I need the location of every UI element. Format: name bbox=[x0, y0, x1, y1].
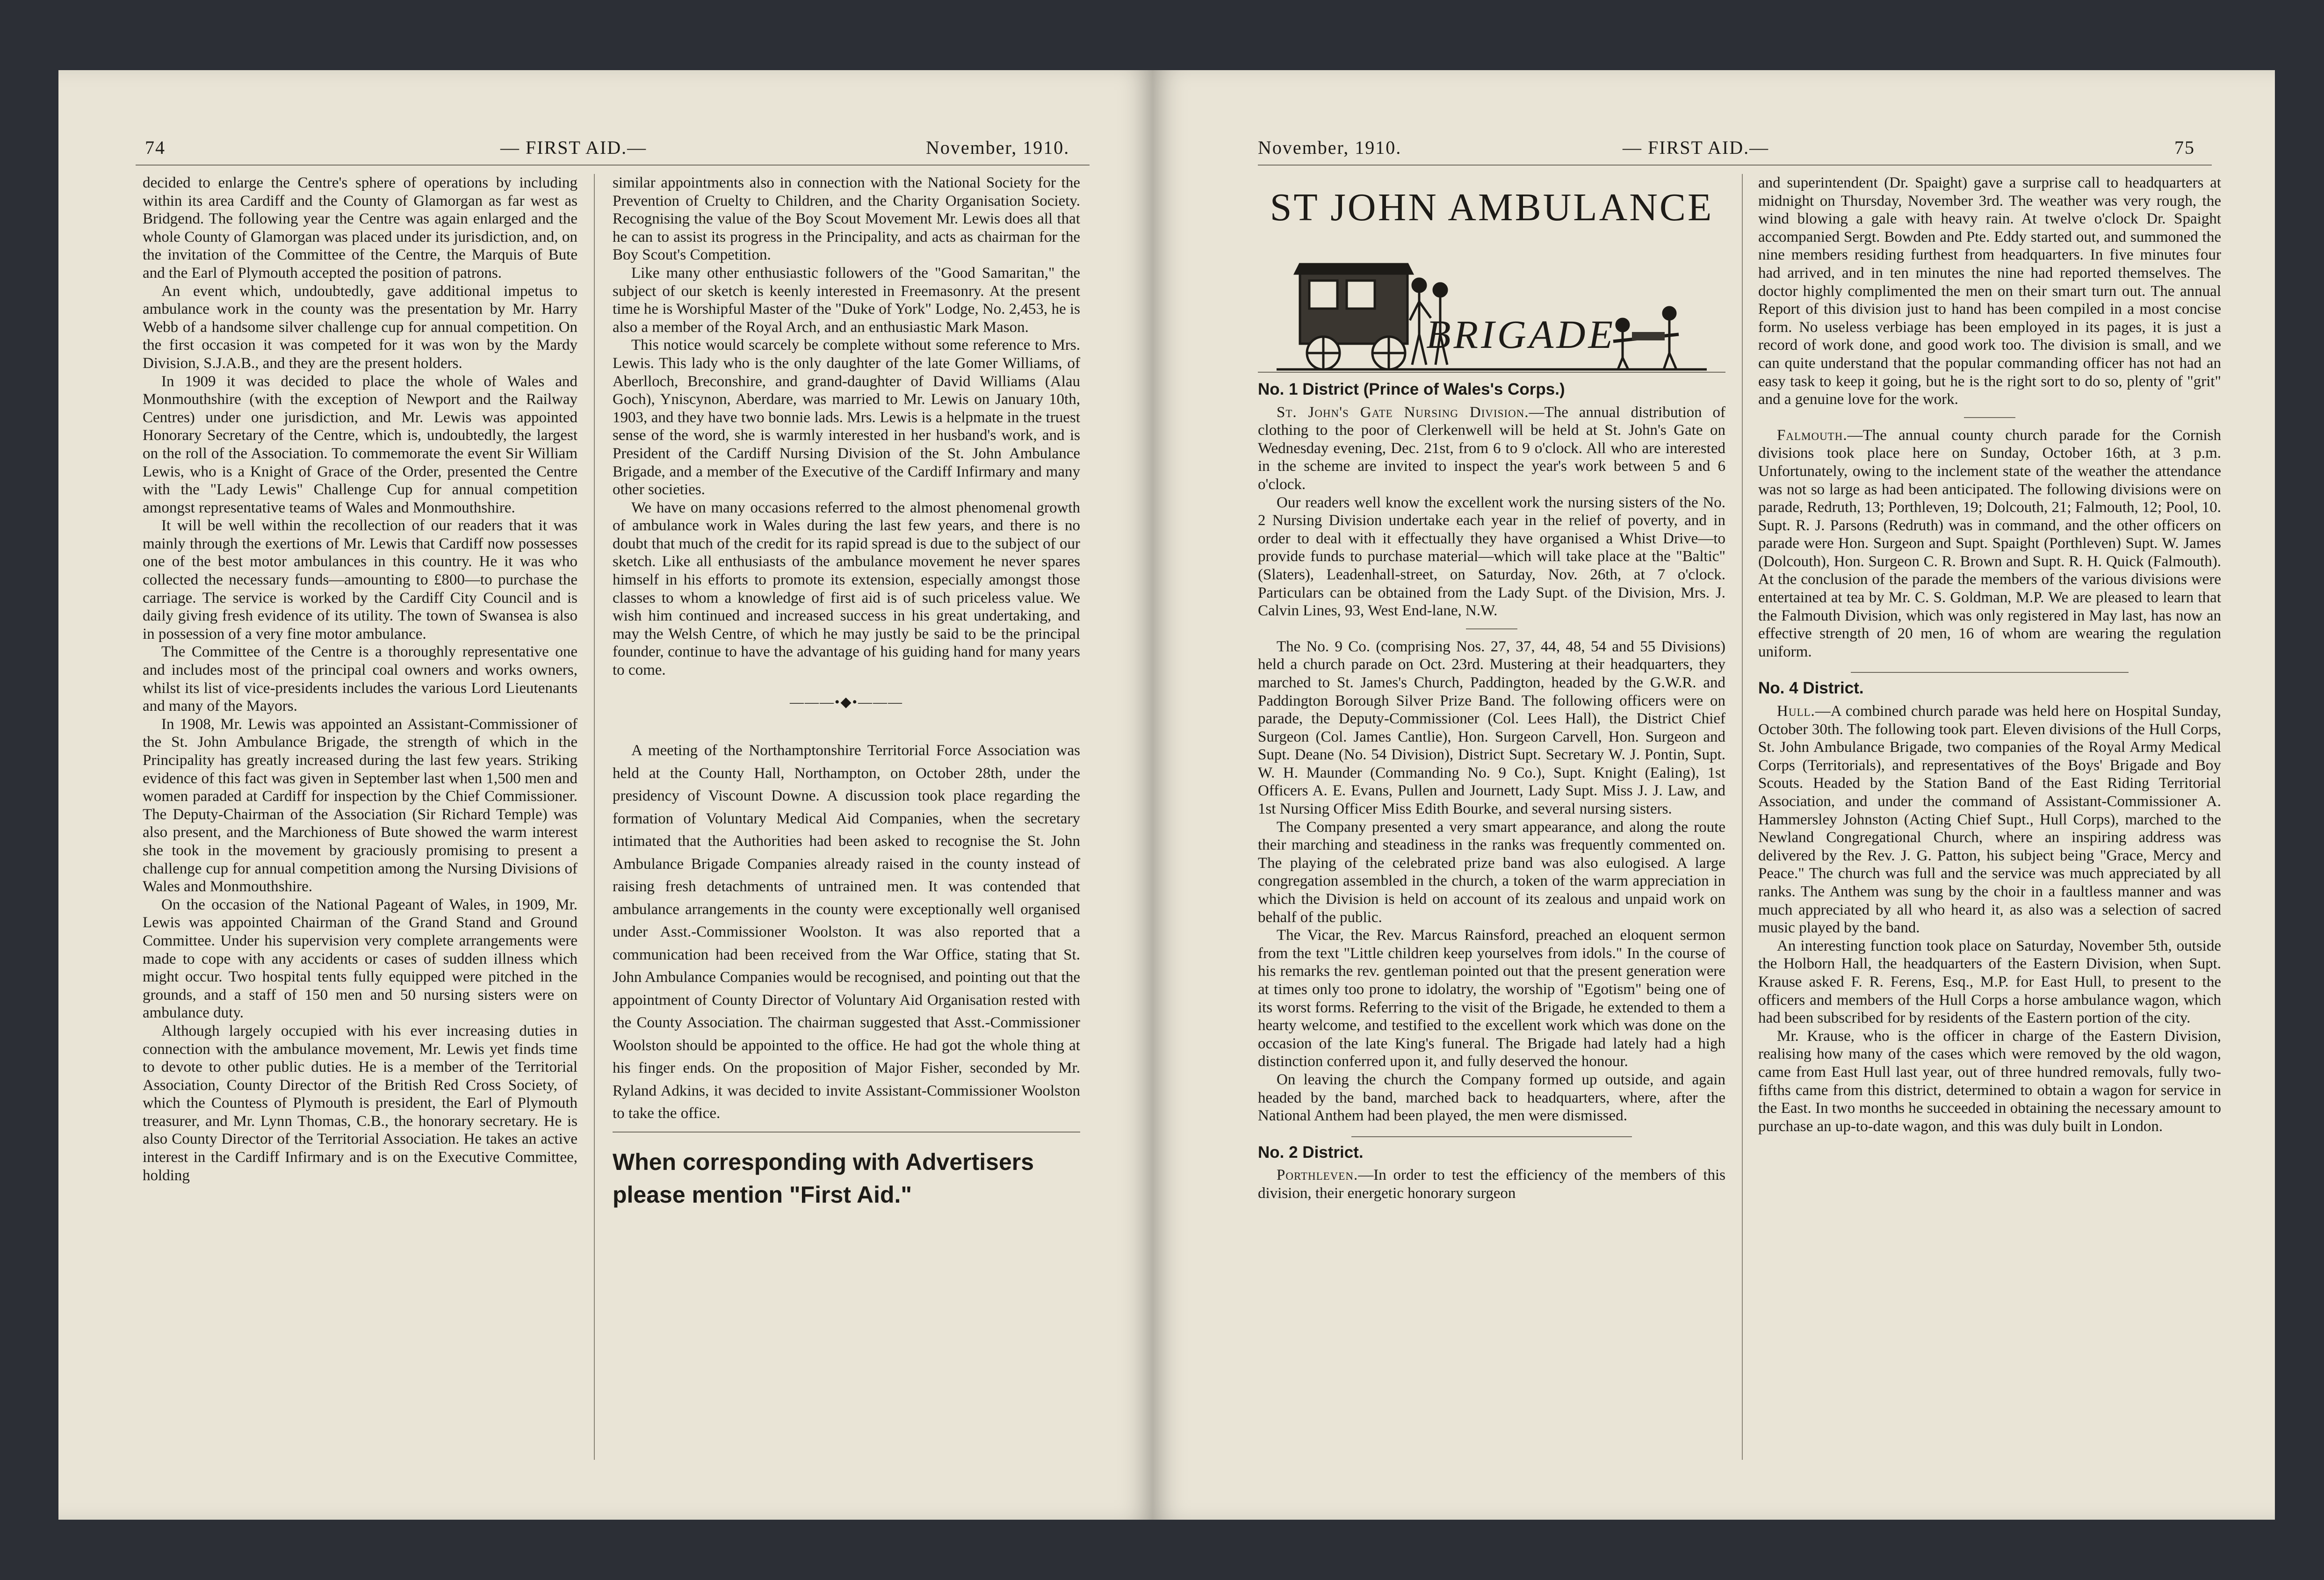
left-running-head bbox=[136, 137, 1090, 166]
paragraph: It will be well within the recollection of our readers that it was mainly through the exertions of Mr. Lewis that Cardiff now possesses one of the best motor ambulances in this country. He it was who collected the necessary funds—amounting to £800—to purchase the carriage. The service is worked by the Cardiff City Council and is daily giving fresh evidence of its utility. The town of Swansea is also in possession of a very fine motor ambulance. bbox=[143, 517, 577, 642]
paragraph: Mr. Krause, who is the officer in charge of the Eastern Division, realising how many of the cases which were removed by the old wagon, came from East Hull last year, out of three hundred removals, fully two-fifths came from this district, determined to obtain a wagon for service in the East. In two months he succeeded in obtaining the necessary amount to purchase an up-to-date wagon, and this was duly built in London. bbox=[1758, 1027, 2221, 1135]
ambulance-wagon-illustration bbox=[1258, 185, 1725, 390]
paragraph: The Company presented a very smart appearance, and along the route their marching and steadiness in the ranks was frequently commented on. The playing of the celebrated prize band was also eulogised. A large congregation assembled in the church, a token of the warm appreciation in which the Division is held on account of its zealous and unpaid work on behalf of the public. bbox=[1258, 818, 1725, 926]
st-john-ambulance-brigade-logo bbox=[1258, 185, 1725, 390]
paragraph: An interesting function took place on Saturday, November 5th, outside the Holborn Hall, the headquarters of the Eastern Division, when Supt. Krause asked F. R. Ferens, Esq., M.P. for East Hull, to present to the officers and members of the Hull Corps a horse ambulance wagon, which had been subscribed for by residents of the Eastern portion of the city. bbox=[1758, 937, 2221, 1027]
advertiser-notice: When corresponding with Advertisers please mention "First Aid." bbox=[613, 1148, 1034, 1208]
paragraph: We have on many occasions referred to the almost phenomenal growth of ambulance work in Wales during the last few years, and there is no doubt that much of the credit for its rapid spread is due to the subject of our sketch. Like all enthusiasts of the ambulance movement he never spares himself in his efforts to promote its extension, especially amongst those classes to whom a knowledge of first aid is of such priceless value. We wish him continued and increased success in his great undertaking, and may the Welsh Centre, of which he may justly be said to be the principal founder, continue to have the advantage of his guiding hand for many years to come. bbox=[613, 499, 1080, 679]
right-column-3 bbox=[1258, 374, 1725, 1473]
section-lead: Falmouth. bbox=[1777, 426, 1848, 444]
paragraph bbox=[1258, 404, 1725, 494]
paragraph bbox=[1758, 426, 2221, 661]
district-heading-2: No. 2 District. bbox=[1258, 1143, 1364, 1162]
paragraph: In 1908, Mr. Lewis was appointed an Assistant-Commissioner of the St. John Ambulance Brigade, the strength of which in the Principality has greatly increased during the last few years. Striking evidence of this fact was given in September last when 1,500 men and women paraded at Cardiff for inspection by the Chief Commissioner. The Deputy-Chairman of the Association (Sir Richard Temple) was also present, and the Marchioness of Bute showed the warm interest she took in the movement by graciously promising to present a challenge cup for annual competition among the Nursing Divisions of Wales and Monmouthshire. bbox=[143, 715, 577, 895]
paragraph: decided to enlarge the Centre's sphere of operations by including within its area Cardiff and the County of Glamorgan as far west as Bridgend. The following year the Centre was again enlarged and the whole County of Glamorgan was placed under its jurisdiction, and, on the invitation of the Committee of the Centre, the Marquis of Bute and the Earl of Plymouth accepted the position of patrons. bbox=[143, 174, 577, 281]
divider bbox=[613, 1132, 1080, 1133]
section-lead: St. John's Gate Nursing Division. bbox=[1277, 404, 1529, 421]
paragraph: On leaving the church the Company formed up outside, and again headed by the band, marched back to headquarters, where, after the National Anthem had been played, the men were dismissed. bbox=[1258, 1071, 1725, 1125]
paragraph: This notice would scarcely be complete without some reference to Mrs. Lewis. This lady who is the only daughter of the late Gomer Williams, of Aberlloch, Breconshire, and grand-daughter of David Williams (Alau Goch), Yniscynon, Aberdare, was married to Mr. Lewis on January 10th, 1903, and they have two bonnie lads. Mrs. Lewis is a helpmate in the truest sense of the word, she is warmly interested in her husband's work, and is President of the Cardiff Nursing Division of the St. John Ambulance Brigade, and a member of the Executive of the Cardiff Infirmary and many other societies. bbox=[613, 337, 1080, 498]
divider bbox=[1351, 1136, 1632, 1137]
district-heading-4: No. 4 District. bbox=[1758, 679, 1864, 698]
paragraph: In 1909 it was decided to place the whole of Wales and Monmouthshire (with the exception of Newport and the Railway Centres) under one jurisdiction, and Mr. Lewis was appointed Honorary Secretary of the Centre, which is, undoubtedly, the largest on the roll of the Association. To commemorate the event Sir William Lewis, who is a Knight of Grace of the Order, presented the Centre with the "Lady Lewis" Challenge Cup for annual competition amongst representative teams of Wales and Monmouthshire. bbox=[143, 373, 577, 516]
paragraph: On the occasion of the National Pageant of Wales, in 1909, Mr. Lewis was appointed Chairman of the Grand Stand and Ground Committee. Under his supervision very complete arrangements were made to cope with any accidents or cases of sudden illness which might occur. Two hospital tents fully equipped were pitched in the grounds, and a staff of 150 men and 50 nursing sisters were on ambulance duty. bbox=[143, 896, 577, 1022]
district-heading-1: No. 1 District (Prince of Wales's Corps.) bbox=[1258, 380, 1565, 398]
section-lead: Hull. bbox=[1777, 703, 1815, 720]
right-running-head bbox=[1258, 137, 2212, 166]
right-journal-title: — FIRST AID.— bbox=[1623, 137, 1769, 158]
section-text: —A combined church parade was held here on Hospital Sunday, October 30th. The following took part. Eleven divisions of the Hull Corps, St. John Ambulance Brigade, two companies of the Royal Army Medical Corps (Territorials), and representatives of the Boys' Brigade and Boy Scouts. Headed by the Station Band of the East Riding Territorial Association, and under the command of Assistant-Commissioner A. Hammersley Johnston (Acting Chief Supt., Hull Corps), marched to the Newland Congregational Church, where an inspiring address was delivered by the Rev. J. G. Patton, his subject being "Grace, Mercy and Peace." The church was full and the service was much appreciated by all ranks. The Anthem was sung by the choir in a faultless manner and was much appreciated by all who heard it, as also was a selection of sacred music played by the band. bbox=[1758, 703, 2221, 937]
left-page-number: 74 bbox=[145, 137, 166, 158]
logo-title: ST JOHN AMBULANCE bbox=[1270, 186, 1714, 229]
paragraph: Like many other enthusiastic followers of the "Good Samaritan," the subject of our sketch is keenly interested in Freemasonry. At the present time he is Worshipful Master of the "Duke of York" Lodge, No. 2,453, he is also a member of the Royal Arch, and an enthusiastic Mark Mason. bbox=[613, 264, 1080, 336]
paragraph: and superintendent (Dr. Spaight) gave a surprise call to headquarters at midnight on Thursday, November 3rd. The weather was very rough, the wind blowing a gale with heavy rain. At twelve o'clock Dr. Spaight accompanied Sergt. Bowden and Pte. Eddy started out, and summoned the nine members residing furthest from headquarters. In five minutes four had arrived, and in ten minutes the nine had reported themselves. The doctor highly complimented the men on their smart turn out. The annual Report of this division just to hand has been compiled in a most concise form. No useless verbiage has been employed in its pages, it is just a record of work done, and good work too. The division is small, and we can quite understand that the popular commanding officer has not had an easy task to keep it going, but he is the right sort to do so, plenty of "grit" and a genuine love for the work. bbox=[1758, 174, 2221, 408]
paragraph bbox=[1258, 1166, 1725, 1202]
logo-divider bbox=[1258, 372, 1725, 373]
right-date: November, 1910. bbox=[1258, 137, 1402, 158]
logo-brigade: BRIGADE bbox=[1426, 312, 1616, 357]
right-column-4 bbox=[1758, 174, 2221, 1474]
section-ornament: ———•◆•——— bbox=[789, 694, 903, 710]
left-date: November, 1910. bbox=[926, 137, 1070, 158]
paragraph: similar appointments also in connection with the National Society for the Prevention of Cruelty to Children, and the Charity Organisation Society. Recognising the value of the Boy Scout Movement Mr. Lewis does all that he can to assist its progress in the Principality, and acts as chairman for the Boy Scout's Competition. bbox=[613, 174, 1080, 264]
paragraph: The No. 9 Co. (comprising Nos. 27, 37, 44, 48, 54 and 55 Divisions) held a church parade on Oct. 23rd. Mustering at their headquarters, they marched to St. James's Church, Paddington, headed by the G.W.R. and Paddington Borough Silver Prize Band. The following officers were on parade, the Deputy-Commissioner (Col. Lees Hall), the District Chief Surgeon (Col. James Cantlie), Hon. Surgeon Carvell, Hon. Surgeon and Supt. Deane (No. 54 Division), District Supt. Secretary W. J. Pontin, Supt. W. H. Maunder (Commanding No. 9 Co.), Supt. Knight (Ealing), 1st Officers A. E. Evans, Pullen and Journett, Lady Supt. Miss J. J. Law, and 1st Nursing Officer Miss Edith Bourke, and several nursing sisters. bbox=[1258, 638, 1725, 818]
right-column-divider bbox=[1742, 174, 1743, 1460]
paragraph bbox=[1758, 702, 2221, 937]
right-page-number: 75 bbox=[2174, 137, 2195, 158]
paragraph: Our readers well know the excellent work the nursing sisters of the No. 2 Nursing Division undertake each year in the relief of poverty, and in order to deal with it effectually they have organised a Whist Drive—to provide funds to purchase material—which will take place at the "Baltic" (Slaters), Leadenhall-street, on Saturday, Nov. 26th, at 7 o'clock. Particulars can be obtained from the Lady Supt. of the Division, Mrs. J. Calvin Lines, 93, West End-lane, N.W. bbox=[1258, 494, 1725, 620]
section-text: —The annual distribution of clothing to the poor of Clerkenwell will be held at St. John's Gate on Wednesday evening, Dec. 21st, from 6 to 9 o'clock. All who are interested in the scheme are invited to inspect the year's work between 5 and 6 o'clock. bbox=[1258, 404, 1725, 493]
paragraph: The Committee of the Centre is a thoroughly representative one and includes most of the principal coal owners and works owners, whilst its list of vice-presidents includes the various Lord Lieutenants and many of the Mayors. bbox=[143, 643, 577, 715]
section-text: —In order to test the efficiency of the members of this division, their energetic honorary surgeon bbox=[1258, 1167, 1725, 1202]
paragraph: An event which, undoubtedly, gave additional impetus to ambulance work in the county was the presentation by Mr. Harry Webb of a handsome silver challenge cup for annual competition. On the first occasion it was competed for it was won by the Mardy Division, S.J.A.B., and they are the present holders. bbox=[143, 282, 577, 372]
section-text: —The annual county church parade for the Cornish divisions took place here on Sunday, October 16th, at 3 p.m. Unfortunately, owing to the inclement state of the weather the attendance was not so large as had been anticipated. The following divisions were on parade, Redruth, 13; Porthleven, 19; Dolcouth, 21; Falmouth, 12; Pool, 10. Supt. R. J. Parsons (Redruth) was in command, and the other officers on parade were Hon. Surgeon and Supt. Spaight (Porthleven) Supt. W. James (Dolcouth), Hon. Surgeon C. R. Brown and Supt. R. H. Quick (Falmouth). At the conclusion of the parade the members of the various divisions were entertained at tea by Mr. C. S. Goldman, M.P. We are pleased to learn that the Falmouth Division, which was only registered in May last, has now an effective strength of 20 men, 16 of whom are wearing the regulation uniform. bbox=[1758, 426, 2221, 660]
section-lead: Porthleven. bbox=[1277, 1167, 1358, 1184]
left-journal-title: — FIRST AID.— bbox=[500, 137, 647, 158]
divider bbox=[1964, 417, 2015, 418]
paragraph: Although largely occupied with his ever increasing duties in connection with the ambulance movement, Mr. Lewis yet finds time to devote to other public duties. He is a member of the Territorial Association, County Director of the British Red Cross Society, of which the Countess of Plymouth is president, the Earl of Plymouth treasurer, and Mr. Lynn Thomas, C.B., the honorary secretary. He is also County Director of the Territorial Association. He takes an active interest in the Cardiff Infirmary and is on the Executive Committee, holding bbox=[143, 1022, 577, 1184]
paragraph: A meeting of the Northamptonshire Territorial Force Association was held at the County Hall, Northampton, on October 28th, under the presidency of Viscount Downe. A discussion took place regarding the formation of Voluntary Medical Aid Companies, when the secretary intimated that the Authorities had been asked to recognise the St. John Ambulance Brigade Companies already raised in the county instead of raising fresh detachments of untrained men. It was contended that ambulance arrangements in the county were exceptionally well organised under Asst.-Commissioner Woolston. It was also reported that a communication had been received from the War Office, stating that St. John Ambulance Companies would be recognised, and pointing out that the appointment of County Director of Voluntary Aid Organisation rested with the County Association. The chairman suggested that Asst.-Commissioner Woolston should be appointed to the office. He had got the whole thing at his finger ends. On the proposition of Major Fisher, seconded by Mr. Ryland Adkins, it was decided to invite Assistant-Commissioner Woolston to take the office. bbox=[613, 742, 1080, 1122]
left-column-2 bbox=[613, 174, 1080, 1474]
divider bbox=[1466, 628, 1517, 629]
left-column-divider bbox=[594, 174, 595, 1460]
divider bbox=[1851, 672, 2129, 673]
left-column-1 bbox=[143, 174, 577, 1474]
paragraph: The Vicar, the Rev. Marcus Rainsford, preached an eloquent sermon from the text "Little children keep yourselves from idols." In the course of his remarks the rev. gentleman pointed out that the present generation were at times only too prone to idolatry, the worship of "Egotism" being one of its worst forms. Referring to the visit of the Brigade, he extended to them a hearty welcome, and testified to the excellent work which was done on the occasion of the late King's funeral. The Brigade had lately had a high distinction conferred upon it, and fully deserved the honour. bbox=[1258, 927, 1725, 1070]
